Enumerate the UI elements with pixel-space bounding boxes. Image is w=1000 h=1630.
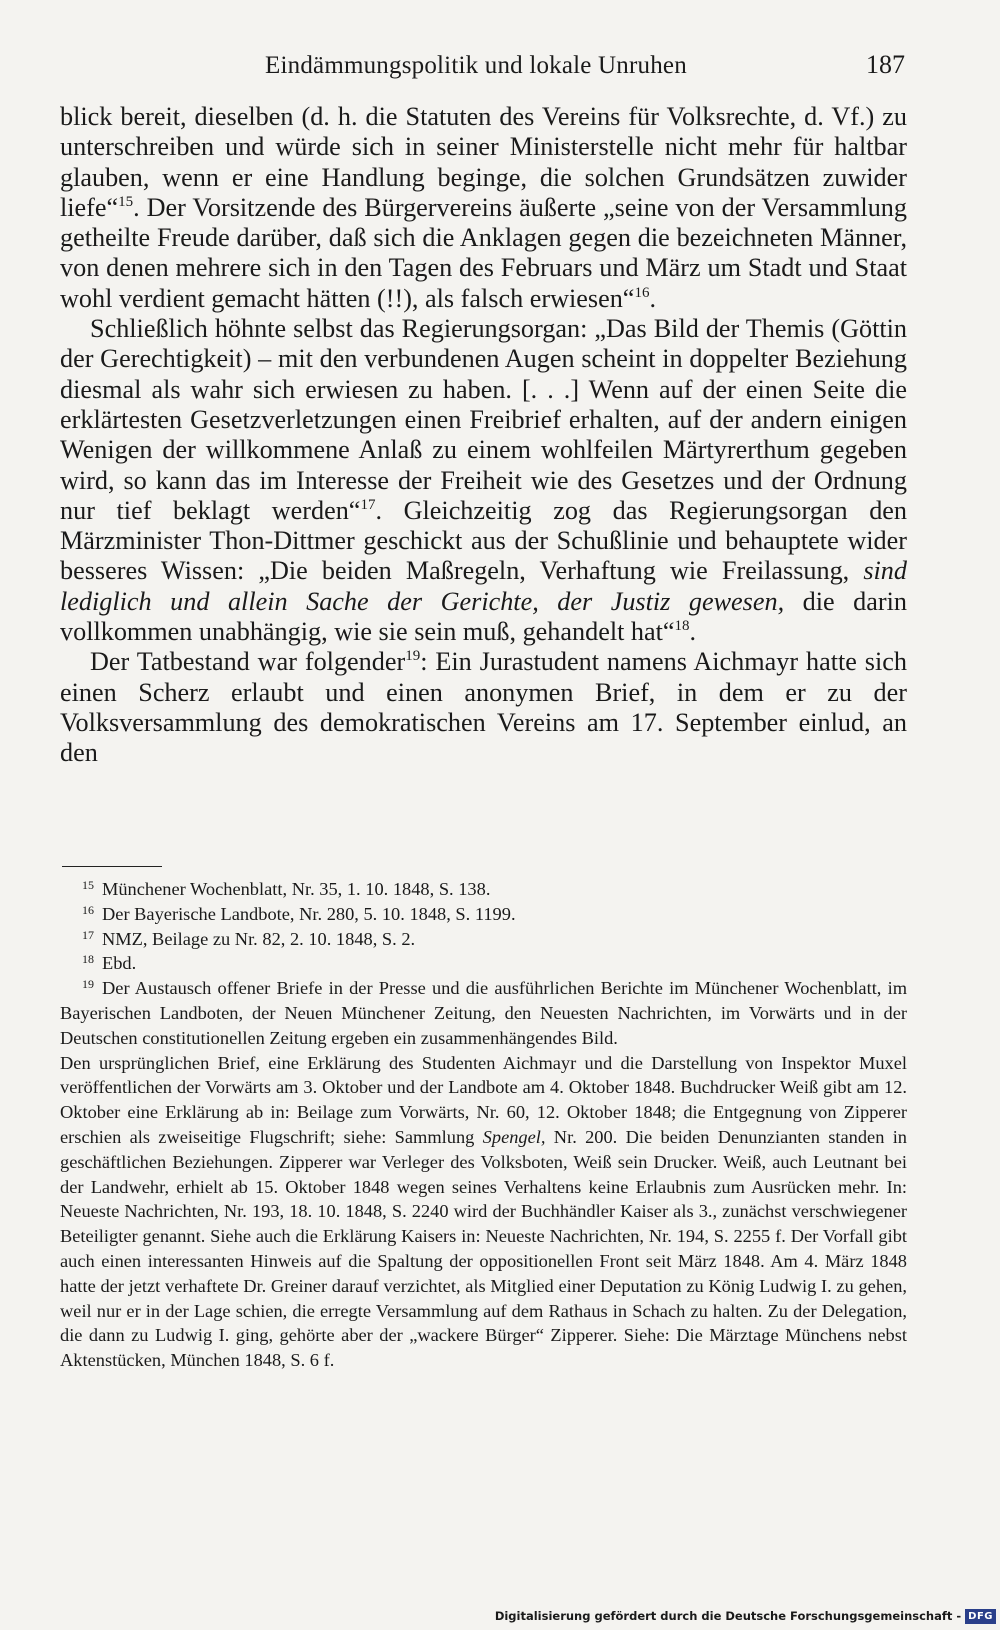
- text-run: blick bereit, dieselben (d. h. die Statuten des Vereins für Volksrechte, d. Vf.) zu unterschreiben und würde sich in seiner Ministerstelle nicht mehr für haltbar glauben, wenn er eine Handlung beginge, die solchen Grundsätzen zuwider liefe“: [60, 102, 907, 222]
- footnotes: [60, 877, 907, 1373]
- footnote-divider: [62, 866, 162, 867]
- footnote-text: Münchener Wochenblatt, Nr. 35, 1. 10. 1848, S. 138.: [102, 879, 491, 899]
- footnote-17: [60, 927, 907, 952]
- footnote-number: 18: [82, 952, 94, 967]
- paragraph-1: [60, 102, 907, 314]
- text-run: . Gleichzeitig zog das Regierungsorgan den Märzminister Thon-Dittmer geschickt aus der Schußlinie und behauptete wider besseres Wissen: „Die beiden Maßregeln, Verhaftung wie Freilassung,: [60, 495, 907, 586]
- footnote-18: [60, 951, 907, 976]
- footnote-16: [60, 902, 907, 927]
- footnote-19-continuation: [60, 1051, 907, 1373]
- footnote-number: 16: [82, 902, 94, 917]
- footnote-number: 17: [82, 927, 94, 942]
- main-text: [60, 102, 907, 769]
- text-run: .: [689, 617, 697, 647]
- digitization-footer: [495, 1606, 996, 1626]
- text-run: .: [649, 283, 656, 313]
- running-title: Eindämmungspolitik und lokale Unruhen: [265, 52, 687, 79]
- footnote-ref-17[interactable]: 17: [360, 496, 376, 513]
- footnote-text: Nr. 200. Die beiden Denunzianten standen in geschäftlichen Beziehungen. Zipperer war Verleger des Volksboten, Weiß sein Drucker. Weiß, auch Leutnant bei der Landwehr, erhielt ab 15. Oktober 1848 wegen seines Verhaltens keine Erlaubnis zum Ausrücken mehr. In: Neueste Nachrichten, Nr. 193, 18. 10. 1848, S. 2240 wird der Buchhändler Kaiser als 3., zunächst verschwiegener Beteiligter genannt. Siehe auch die Erklärung Kaisers in: Neueste Nachrichten, Nr. 194, S. 2255 f. Der Vorfall gibt auch einen interessanten Hinweis auf die Spaltung der oppositionellen Front seit März 1848. Am 4. März 1848 hatte der jetzt verhaftete Dr. Greiner darauf verzichtet, als Mitglied einer Deputation zu König Ludwig I. zu gehen, weil nur er in der Lage schien, die erregte Versammlung auf dem Rathaus in Schach zu halten. Zu der Delegation, die dann zu Ludwig I. ging, gehörte aber der „wackere Bürger“ Zipperer. Siehe: Die Märztage Münchens nebst Aktenstücken, München 1848, S. 6 f.: [60, 1126, 907, 1371]
- footnote-text: Der Austausch offener Briefe in der Presse und die ausführlichen Berichte im Münchener Wochenblatt, im Bayerischen Landboten, der Neuen Münchener Zeitung, den Neuesten Nachrichten, im Vorwärts und in der Deutschen constitutionellen Zeitung ergeben ein zusammenhängendes Bild.: [60, 978, 907, 1048]
- footnote-text: Der Bayerische Landbote, Nr. 280, 5. 10. 1848, S. 1199.: [102, 903, 516, 924]
- footnote-text: NMZ, Beilage zu Nr. 82, 2. 10. 1848, S. 2.: [102, 928, 416, 949]
- page-number: 187: [866, 50, 905, 79]
- paragraph-3: [60, 647, 907, 768]
- footnote-ref-18[interactable]: 18: [674, 618, 690, 635]
- text-run: die darin vollkommen unabhängig, wie sie sein muß, gehandelt hat“: [60, 586, 907, 647]
- footnote-number: 15: [82, 878, 94, 892]
- dfg-logo-icon: DFG: [965, 1609, 996, 1624]
- footnote-text: Den ursprünglichen Brief, eine Erklärung des Studenten Aichmayr und die Darstellung von Inspektor Muxel veröffentlichen der Vorwärts am 3. Oktober und der Landbote am 4. Oktober 1848. Buchdrucker Weiß gibt am 12. Oktober eine Erklärung ab in: Beilage zum Vorwärts, Nr. 60, 12. Oktober 1848; die Entgegnung von Zipperer erschien als zweiseitige Flugschrift; siehe: Sammlung: [60, 1052, 907, 1147]
- page-header: [60, 46, 905, 86]
- text-run: Schließlich höhnte selbst das Regierungsorgan: „Das Bild der Themis (Göttin der Gerechtigkeit) – mit den verbundenen Augen scheint in doppelter Beziehung diesmal als wahr sich erwiesen zu haben. [. . .] Wenn auf der einen Seite die erklärtesten Gesetzverletzungen einen Freibrief erhalten, auf der andern einigen Wenigen der willkommene Anlaß zu einem wohlfeilen Märtyrerthum gegeben wird, so kann das im Interesse der Freiheit wie des Gesetzes und der Ordnung nur tief beklagt werden“: [60, 314, 907, 525]
- footnote-text: Ebd.: [102, 953, 137, 974]
- text-run: Der Tatbestand war folgender: [90, 647, 406, 677]
- text-run: . Der Vorsitzende des Bürgervereins äußerte „seine von der Versammlung getheilte Freude darüber, daß sich die Anklagen gegen die bezeichneten Männer, von denen mehrere sich in den Tagen des Februars und März um Stadt und Staat wohl verdient gemacht hätten (!!), als falsch erwiesen“: [60, 192, 907, 313]
- footnote-number: 19: [82, 977, 94, 992]
- text-run: : Ein Jurastudent namens Aichmayr hatte sich einen Scherz erlaubt und einen anonymen Brief, in dem er zu der Volksversammlung des demokratischen Vereins am 17. September einlud, an den: [60, 647, 907, 768]
- digitization-notice: Digitalisierung gefördert durch die Deutsche Forschungsgemeinschaft -: [494, 1609, 962, 1623]
- footnote-ref-16[interactable]: 16: [634, 284, 650, 301]
- footnote-19: [60, 976, 907, 1050]
- italic-text: Spengel,: [482, 1126, 546, 1147]
- paragraph-2: [60, 314, 907, 647]
- footnote-ref-19[interactable]: 19: [405, 648, 421, 665]
- footnote-15: [60, 877, 907, 902]
- footnote-ref-15[interactable]: 15: [118, 193, 134, 210]
- italic-text: sind lediglich und allein Sache der Gerichte, der Justiz gewesen,: [60, 556, 907, 616]
